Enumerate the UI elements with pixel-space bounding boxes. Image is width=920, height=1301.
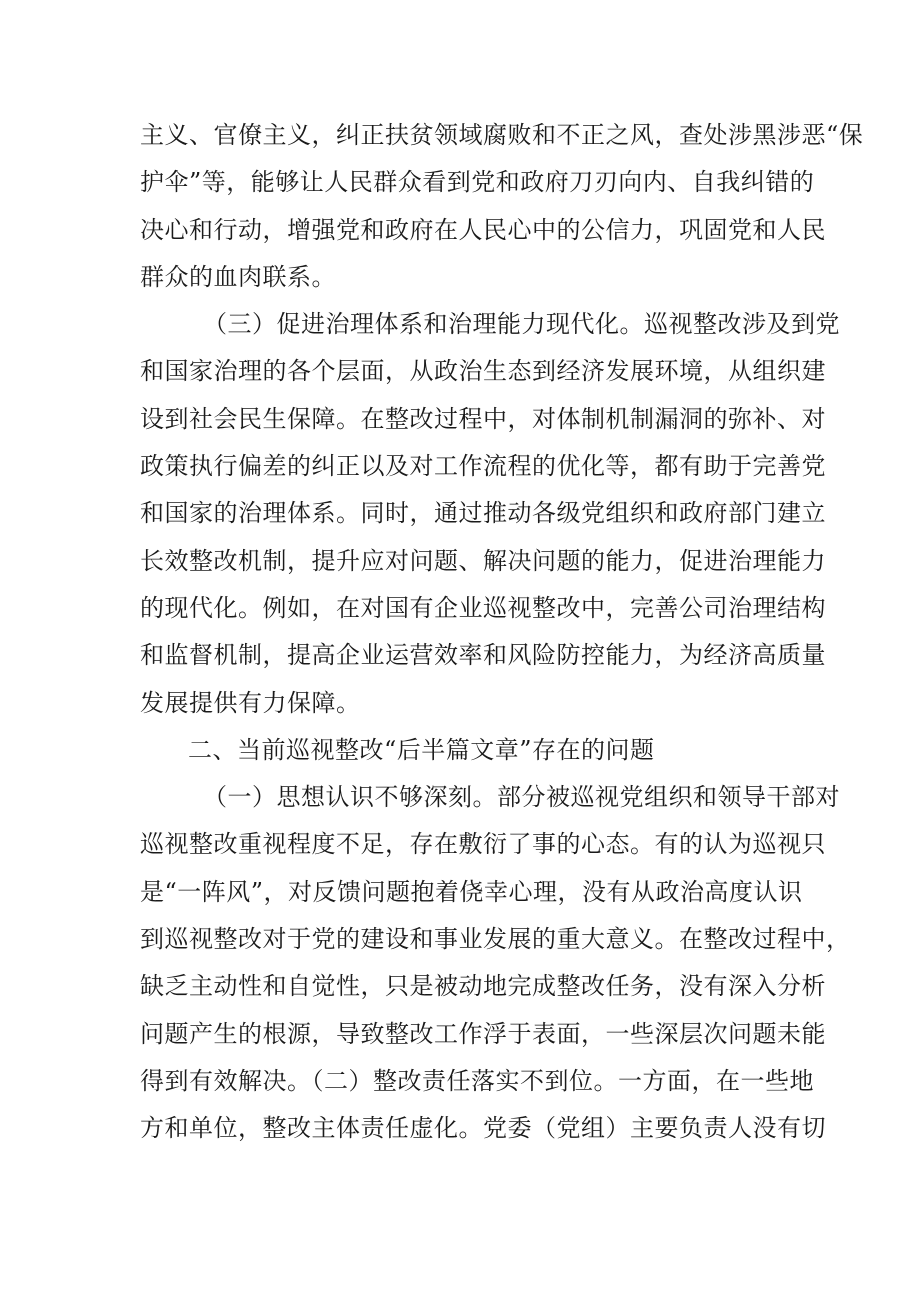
text-line: 护伞”等，能够让人民群众看到党和政府刀刃向内、自我纠错的 (140, 168, 815, 197)
text-line: 政策执行偏差的纠正以及对工作流程的优化等，都有助于完善党 (140, 452, 826, 481)
text-line: 得到有效解决。（二）整改责任落实不到位。一方面，在一些地 (140, 1066, 814, 1095)
text-line: 和监督机制，提高企业运营效率和风险防控能力，为经济高质量 (140, 641, 826, 670)
text-line: 缺乏主动性和自觉性，只是被动地完成整改任务，没有深入分析 (140, 972, 826, 1001)
text-line: 到巡视整改对于党的建设和事业发展的重大意义。在整改过程中， (140, 925, 851, 954)
section-heading-3: （三）促进治理体系和治理能力现代化。巡视整改涉及到党 (203, 310, 840, 339)
text-line: 和国家治理的各个层面，从政治生态到经济发展环境，从组织建 (140, 357, 826, 386)
text-line: 长效整改机制，提升应对问题、解决问题的能力，促进治理能力 (140, 546, 826, 575)
text-line: 巡视整改重视程度不足，存在敷衍了事的心态。有的认为巡视只 (140, 830, 826, 859)
text-line: 是“一阵风”，对反馈问题抱着侥幸心理，没有从政治高度认识 (140, 877, 803, 906)
text-line: 设到社会民生保障。在整改过程中，对体制机制漏洞的弥补、对 (140, 404, 826, 433)
text-line: 问题产生的根源，导致整改工作浮于表面，一些深层次问题未能 (140, 1019, 826, 1048)
text-line: 和国家的治理体系。同时，通过推动各级党组织和政府部门建立 (140, 499, 826, 528)
text-line: 发展提供有力保障。 (140, 688, 361, 717)
body-text (140, 112, 864, 1153)
text-line: 方和单位，整改主体责任虚化。党委（党组）主要负责人没有切 (140, 1114, 826, 1143)
text-line: 决心和行动，增强党和政府在人民心中的公信力，巩固党和人民 (140, 215, 826, 244)
text-line: 的现代化。例如，在对国有企业巡视整改中，完善公司治理结构 (140, 593, 826, 622)
chapter-heading-2: 二、当前巡视整改“后半篇文章”存在的问题 (188, 735, 655, 764)
text-line: 主义、官僚主义，纠正扶贫领域腐败和不正之风，查处涉黑涉恶“保 (140, 121, 864, 149)
section-heading-1: （一）思想认识不够深刻。部分被巡视党组织和领导干部对 (203, 783, 840, 812)
text-line: 群众的血肉联系。 (140, 262, 336, 291)
